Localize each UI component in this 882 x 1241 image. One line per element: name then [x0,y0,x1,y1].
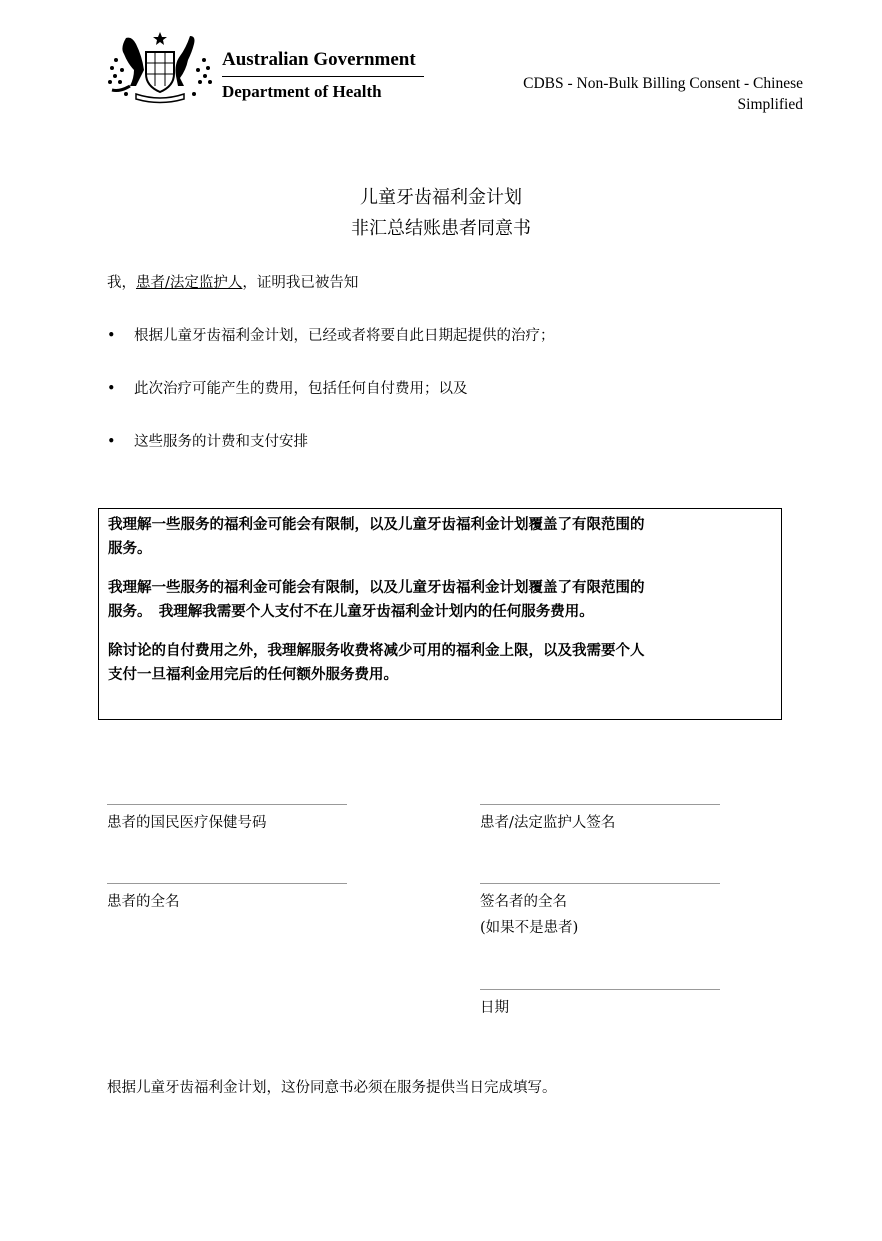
acknowledgement-box [98,508,782,720]
paragraph-line: 服务。 我理解我需要个人支付不在儿童牙齿福利金计划内的任何服务费用。 [108,603,594,620]
government-name: Australian Government [222,49,416,70]
list-item-text: 根据儿童牙齿福利金计划，已经或者将要自此日期起提供的治疗； [134,328,555,344]
bullet-icon: • [107,434,116,450]
medicare-number-field[interactable] [107,804,347,805]
patient-name-field[interactable] [107,883,347,884]
intro-role: 患者/法定监护人 [136,275,243,291]
intro-suffix: ，证明我已被告知 [242,275,359,291]
department-name: Department of Health [222,82,382,101]
list-item-text: 这些服务的计费和支付安排 [134,434,308,450]
list-item [107,324,555,345]
patient-name-label: 患者的全名 [107,894,180,910]
document-label [463,73,803,115]
signature-field[interactable] [480,804,720,805]
list-item [107,430,308,451]
bullet-icon: • [107,328,116,344]
acknowledgement-paragraph [108,513,772,561]
paragraph-line: 除讨论的自付费用之外，我理解服务收费将减少可用的福利金上限，以及我需要个人 [108,642,645,659]
signer-name-field[interactable] [480,883,720,884]
signer-note: (如果不是患者) [480,920,579,936]
header-divider [222,76,424,77]
page-subtitle: 非汇总结账患者同意书 [351,218,531,239]
list-item [107,377,468,398]
acknowledgement-paragraph [108,576,772,624]
paragraph-line: 服务。 [108,540,152,557]
date-field[interactable] [480,989,720,990]
footer-note: 根据儿童牙齿福利金计划，这份同意书必须在服务提供当日完成填写。 [107,1080,557,1096]
document-label-line1: CDBS - Non-Bulk Billing Consent - Chinese [523,75,803,92]
page-title: 儿童牙齿福利金计划 [360,187,522,208]
paragraph-line: 我理解一些服务的福利金可能会有限制，以及儿童牙齿福利金计划覆盖了有限范围的 [108,579,645,596]
signature-label: 患者/法定监护人签名 [480,815,616,831]
paragraph-line: 支付一旦福利金用完后的任何额外服务费用。 [108,666,398,683]
bullet-icon: • [107,381,116,397]
coat-of-arms-icon [106,30,214,104]
date-label: 日期 [480,1000,509,1016]
list-item-text: 此次治疗可能产生的费用，包括任何自付费用；以及 [134,381,468,397]
paragraph-line: 我理解一些服务的福利金可能会有限制，以及儿童牙齿福利金计划覆盖了有限范围的 [108,516,645,533]
intro-statement [107,271,358,292]
document-label-line2: Simplified [737,96,803,113]
medicare-number-label: 患者的国民医疗保健号码 [107,815,267,831]
intro-prefix: 我， [107,275,136,291]
signer-name-label: 签名者的全名 [480,894,567,910]
acknowledgement-paragraph [108,639,772,687]
